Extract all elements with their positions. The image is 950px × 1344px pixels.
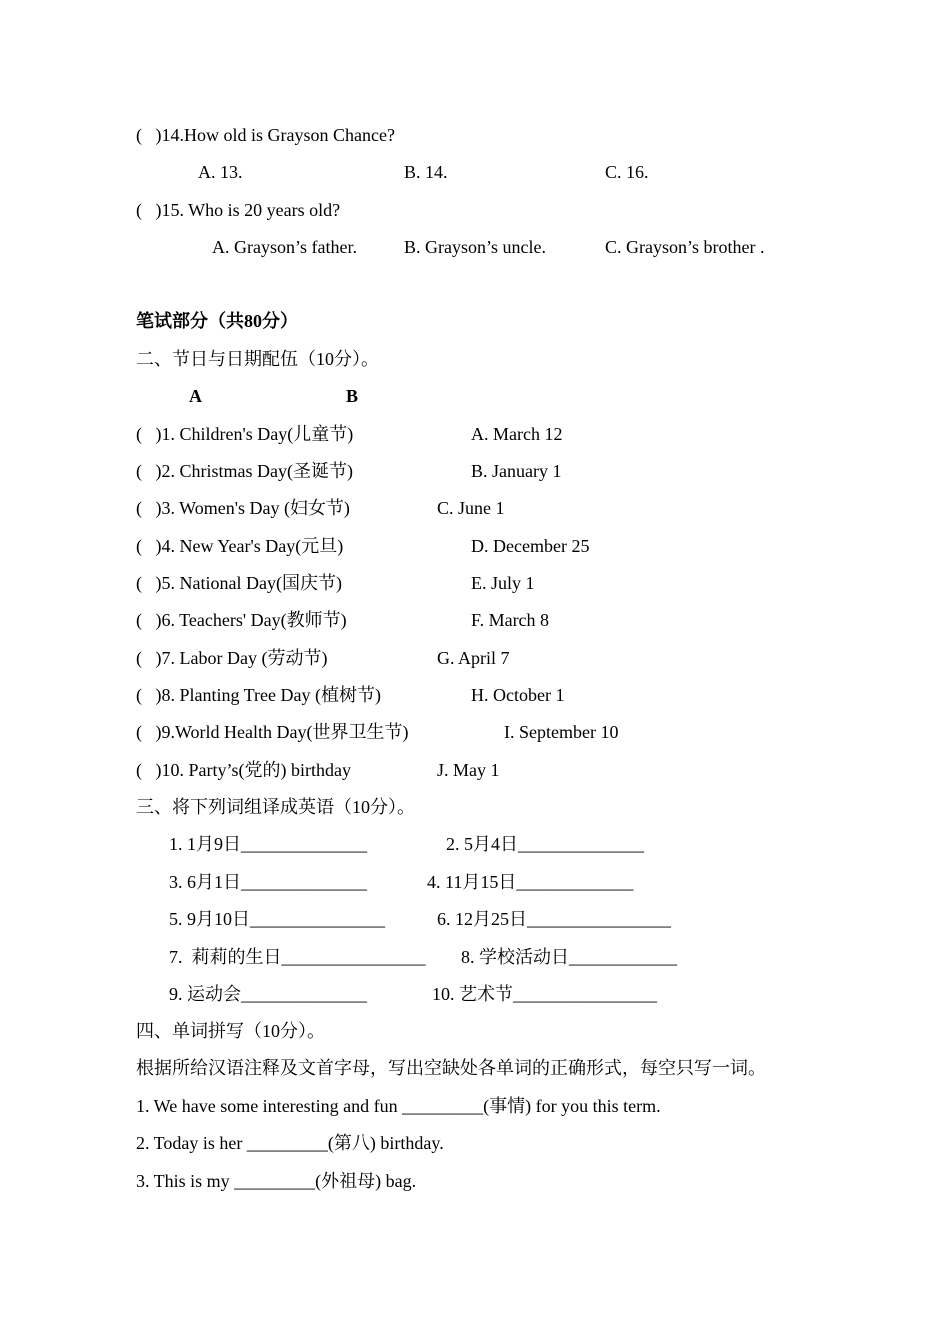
translation-item: 8. 学校活动日____________: [461, 947, 677, 967]
matching-item-left: ( )10. Party’s(党的) birthday: [136, 760, 351, 780]
matching-item-right: E. July 1: [471, 573, 535, 593]
translation-item: 2. 5月4日______________: [446, 834, 644, 854]
matching-item-left: ( )5. National Day(国庆节): [136, 573, 342, 593]
matching-item-right: F. March 8: [471, 610, 550, 630]
section-4-title: 四、单词拼写（10分）。: [136, 1021, 325, 1041]
matching-item-left: ( )9.World Health Day(世界卫生节): [136, 722, 409, 742]
matching-item-left: ( )1. Children's Day(儿童节): [136, 424, 354, 444]
matching-item-left: ( )2. Christmas Day(圣诞节): [136, 461, 353, 481]
matching-item-left: ( )6. Teachers' Day(教师节): [136, 610, 347, 630]
written-part-title: 笔试部分（共80分）: [136, 311, 298, 331]
column-b-header: B: [346, 386, 359, 406]
matching-item-right: H. October 1: [471, 685, 565, 705]
translation-item: 1. 1月9日______________: [169, 834, 367, 854]
question-14-option-a: A. 13.: [198, 162, 243, 182]
translation-item: 10. 艺术节________________: [432, 984, 657, 1004]
question-15-stem: ( )15. Who is 20 years old?: [136, 200, 341, 220]
translation-item: 3. 6月1日______________: [169, 872, 367, 892]
section-4-instruction: 根据所给汉语注释及文首字母，写出空缺处各单词的正确形式，每空只写一词。: [136, 1058, 766, 1078]
question-14-stem: ( )14.How old is Grayson Chance?: [136, 125, 395, 145]
matching-item-left: ( )3. Women's Day (妇女节): [136, 498, 350, 518]
section-3-title: 三、将下列词组译成英语（10分）。: [136, 797, 415, 817]
question-15-option-b: B. Grayson’s uncle.: [404, 237, 546, 257]
question-14-option-c: C. 16.: [605, 162, 649, 182]
matching-item-right: B. January 1: [471, 461, 562, 481]
matching-item-right: D. December 25: [471, 536, 590, 556]
matching-item-left: ( )4. New Year's Day(元旦): [136, 536, 344, 556]
matching-item-right: A. March 12: [471, 424, 563, 444]
spelling-item: 2. Today is her _________(第八) birthday.: [136, 1133, 444, 1153]
matching-item-right: G. April 7: [437, 648, 510, 668]
question-15-option-c: C. Grayson’s brother .: [605, 237, 765, 257]
matching-item-right: I. September 10: [504, 722, 619, 742]
matching-item-right: J. May 1: [437, 760, 500, 780]
matching-item-right: C. June 1: [437, 498, 505, 518]
translation-item: 6. 12月25日________________: [437, 909, 671, 929]
translation-item: 5. 9月10日_______________: [169, 909, 385, 929]
question-14-option-b: B. 14.: [404, 162, 448, 182]
section-2-title: 二、节日与日期配伍（10分）。: [136, 349, 379, 369]
spelling-item: 1. We have some interesting and fun _________(事情) for you this term.: [136, 1096, 661, 1116]
translation-item: 4. 11月15日_____________: [427, 872, 634, 892]
matching-item-left: ( )7. Labor Day (劳动节): [136, 648, 328, 668]
translation-item: 7. 莉莉的生日________________: [169, 947, 426, 967]
column-a-header: A: [189, 386, 202, 406]
question-15-option-a: A. Grayson’s father.: [212, 237, 357, 257]
spelling-item: 3. This is my _________(外祖母) bag.: [136, 1171, 417, 1191]
translation-item: 9. 运动会______________: [169, 984, 367, 1004]
matching-item-left: ( )8. Planting Tree Day (植树节): [136, 685, 381, 705]
